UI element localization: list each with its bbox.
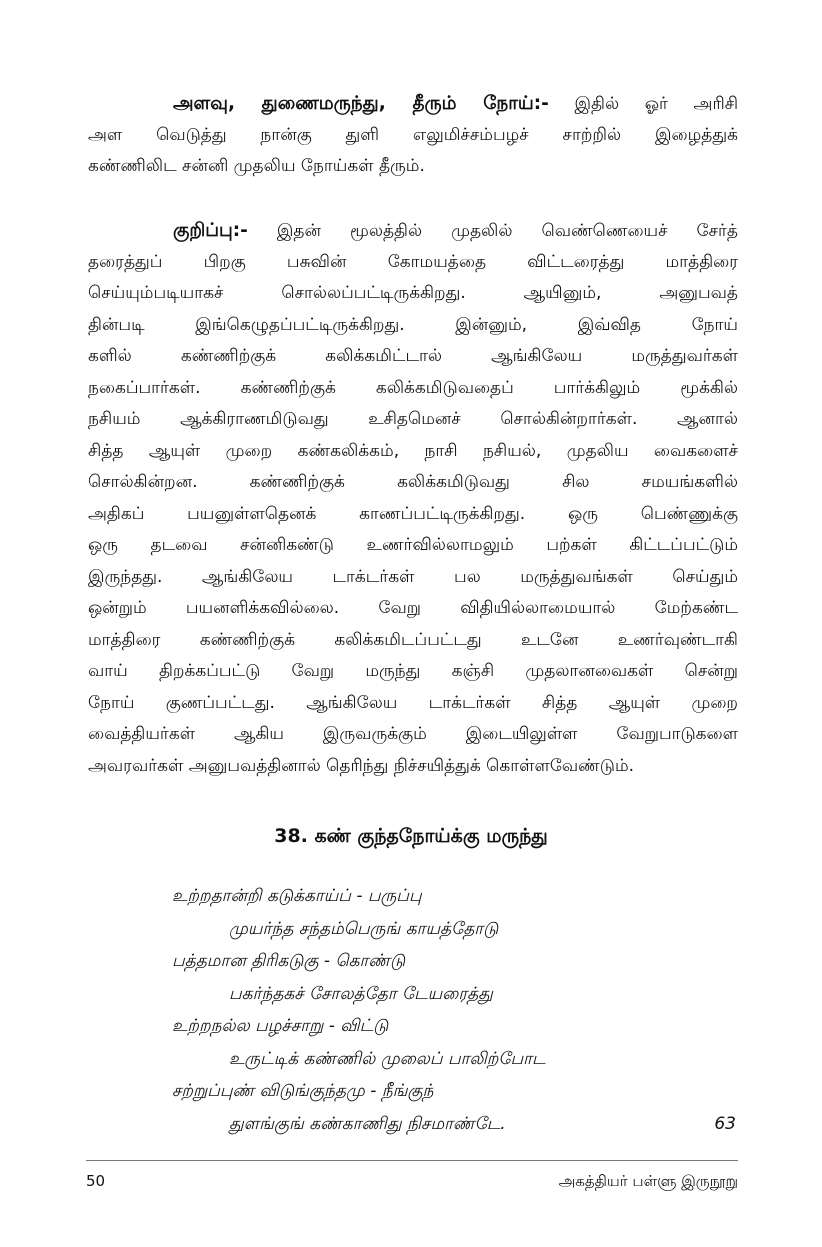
verse-line: சற்றுப்புண் விடுங்குந்தமு - நீங்குந்: [172, 1081, 434, 1101]
paragraph-line: களில் கண்ணிற்குக் கலிக்கமிட்டால் ஆங்கிலேய மருத்துவர்கள்: [88, 346, 738, 366]
note-heading: குறிப்பு:-: [173, 220, 248, 241]
paragraph-line: சித்த ஆயுள் முறை கண்கலிக்கம், நாசி நசியல், முதலிய வைகளைச்: [88, 440, 738, 461]
verse-block: [172, 880, 742, 1140]
paragraph-line: சொல்கின்றன. கண்ணிற்குக் கலிக்கமிடுவது சில சமயங்களில்: [88, 472, 738, 492]
paragraph-line: அவரவர்கள் அனுபவத்தினால் தெரிந்து நிச்சயித்துக் கொள்ளவேண்டும்.: [88, 755, 635, 776]
paragraph-line: வைத்தியர்கள் ஆகிய இருவருக்கும் இடையிலுள்ள வேறுபாடுகளை: [88, 724, 738, 744]
paragraph-line: செய்யும்படியாகச் சொல்லப்பட்டிருக்கிறது. ஆயினும், அனுபவத்: [88, 283, 738, 303]
section-heading: 38. கண் குந்தநோய்க்கு மருந்து: [274, 825, 548, 847]
paragraph-line: தின்படி இங்கெழுதப்பட்டிருக்கிறது. இன்னும், இவ்வித நோய்: [88, 314, 738, 335]
footer-divider: [86, 1160, 738, 1161]
verse-line: உருட்டிக் கண்ணில் முலைப் பாலிற்போட: [229, 1048, 546, 1069]
paragraph-line: அளவு, துணைமருந்து, தீரும் நோய்:- இதில் ஓர் அரிசி: [173, 93, 739, 114]
paragraph-line: மாத்திரை கண்ணிற்குக் கலிக்கமிடப்பட்டது உடனே உணர்வுண்டாகி: [88, 629, 738, 650]
verse-line: பத்தமான திரிகடுகு - கொண்டு: [172, 951, 406, 971]
paragraph-line: கண்ணிலிட சன்னி முதலிய நோய்கள் தீரும்.: [88, 156, 425, 176]
verse-line: பகர்ந்தகச் சோலத்தோ டேயரைத்து: [229, 983, 493, 1004]
verse-number: 63: [714, 1113, 736, 1134]
paragraph-line: நோய் குணப்பட்டது. ஆங்கிலேய டாக்டர்கள் சித்த ஆயுள் முறை: [88, 692, 738, 713]
paragraph-line: குறிப்பு:- இதன் மூலத்தில் முதலில் வெண்ணெயைச் சேர்த்: [173, 220, 738, 241]
book-title: அகத்தியர் பள்ளு இருநூறு: [558, 1172, 738, 1190]
paragraph-line: ஒரு தடவை சன்னிகண்டு உணர்வில்லாமலும் பற்கள் கிட்டப்பட்டும்: [88, 535, 738, 555]
dosage-paragraph: [88, 88, 738, 183]
verse-last-line: துளங்குங் கண்காணிது நிசமாண்டே. 63: [172, 1108, 742, 1141]
verse-line: முயர்ந்த சந்தம்பெருங் காயத்தோடு: [229, 918, 499, 939]
dosage-heading: அளவு, துணைமருந்து, தீரும் நோய்:-: [173, 93, 549, 114]
paragraph-line: இருந்தது. ஆங்கிலேய டாக்டர்கள் பல மருத்துவங்கள் செய்தும்: [88, 566, 738, 587]
paragraph-line: நகைப்பார்கள். கண்ணிற்குக் கலிக்கமிடுவதைப் பார்க்கிலும் மூக்கில்: [88, 377, 738, 398]
paragraph-line: தரைத்துப் பிறகு பசுவின் கோமயத்தை விட்டரைத்து மாத்திரை: [88, 251, 738, 272]
paragraph-line: ஒன்றும் பயனளிக்கவில்லை. வேறு விதியில்லாமையால் மேற்கண்ட: [88, 598, 738, 618]
paragraph-line: வாய் திறக்கப்பட்டு வேறு மருந்து கஞ்சி முதலானவைகள் சென்று: [88, 661, 738, 681]
verse-line: உற்றதான்றி கடுக்காய்ப் - பருப்பு: [172, 886, 422, 906]
paragraph-line: நசியம் ஆக்கிராணமிடுவது உசிதமெனச் சொல்கின்றார்கள். ஆனால்: [88, 409, 738, 429]
paragraph-line: அதிகப் பயனுள்ளதெனக் காணப்பட்டிருக்கிறது. ஒரு பெண்ணுக்கு: [88, 503, 738, 524]
note-paragraph: [88, 215, 738, 782]
verse-line: உற்றநல்ல பழச்சாறு - விட்டு: [172, 1016, 389, 1036]
page-number: 50: [86, 1172, 106, 1190]
paragraph-line: அள வெடுத்து நான்கு துளி எலுமிச்சம்பழச் சாற்றில் இழைத்துக்: [88, 124, 738, 145]
